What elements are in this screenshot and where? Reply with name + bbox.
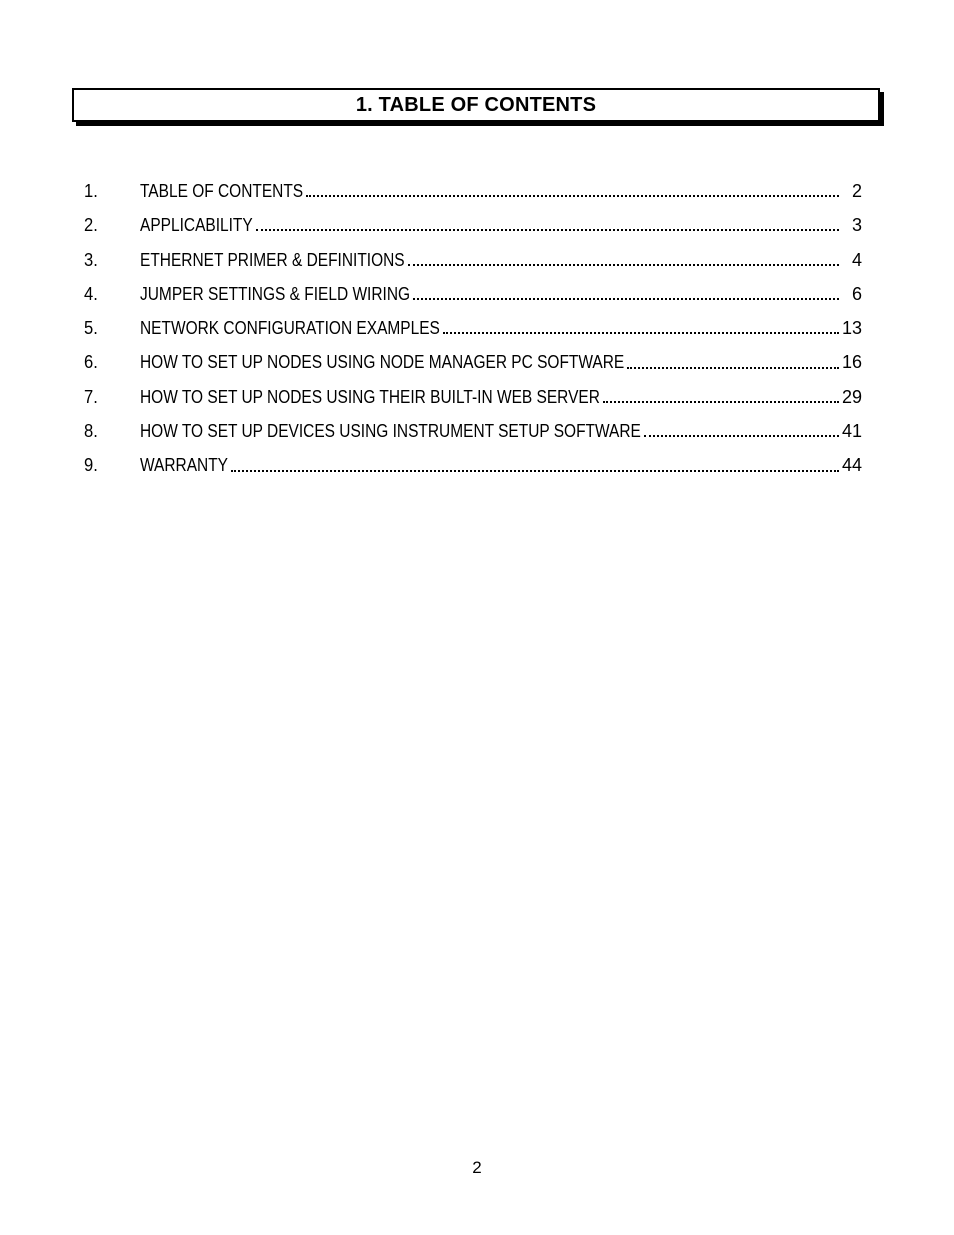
toc-entry[interactable] (84, 178, 862, 212)
toc-entry[interactable] (84, 247, 862, 281)
toc-dot-leader (408, 264, 839, 266)
toc-entry-title: HOW TO SET UP NODES USING THEIR BUILT-IN WEB SERVER (140, 386, 600, 407)
toc-entry-page: 2 (851, 181, 862, 201)
toc-dot-leader (603, 401, 839, 403)
toc-dot-leader (256, 229, 839, 231)
toc-dot-leader (627, 367, 839, 369)
section-title: 1. TABLE OF CONTENTS (355, 94, 597, 116)
toc-entry-page: 44 (841, 455, 862, 476)
toc-entry[interactable] (84, 452, 862, 486)
toc-entry-page: 16 (841, 352, 862, 373)
toc-entry-number: 1. (84, 181, 98, 201)
toc-entry[interactable] (84, 315, 862, 349)
toc-entry-title: APPLICABILITY (140, 215, 253, 236)
toc-dot-leader (231, 470, 839, 472)
toc-entry-page: 13 (841, 318, 862, 339)
toc-entry[interactable] (84, 384, 862, 418)
toc-entry-number: 6. (84, 352, 98, 373)
toc-entry-title: HOW TO SET UP DEVICES USING INSTRUMENT SETUP SOFTWARE (140, 421, 641, 442)
toc-entry-title: TABLE OF CONTENTS (140, 181, 304, 201)
toc-entry-number: 3. (84, 249, 98, 270)
toc-entry-number: 7. (84, 386, 98, 407)
section-header-box (72, 88, 880, 122)
toc-entry-number: 9. (84, 455, 98, 476)
toc-entry[interactable] (84, 349, 862, 383)
toc-entry-page: 3 (851, 215, 862, 236)
page-number: 2 (472, 1158, 482, 1177)
toc-entry-page: 41 (841, 421, 862, 442)
toc-entry[interactable] (84, 212, 862, 246)
toc-entry-page: 29 (841, 386, 862, 407)
toc-entry[interactable] (84, 281, 862, 315)
toc-entry-title: WARRANTY (140, 455, 229, 476)
toc-dot-leader (644, 435, 839, 437)
toc-entry[interactable] (84, 418, 862, 452)
toc-entry-page: 6 (851, 283, 862, 304)
table-of-contents (84, 178, 862, 487)
toc-entry-title: ETHERNET PRIMER & DEFINITIONS (140, 249, 405, 270)
toc-dot-leader (413, 298, 839, 300)
toc-entry-number: 4. (84, 283, 98, 304)
toc-entry-page: 4 (851, 249, 862, 270)
toc-entry-title: HOW TO SET UP NODES USING NODE MANAGER PC SOFTWARE (140, 352, 625, 373)
toc-entry-number: 8. (84, 421, 98, 442)
toc-entry-number: 5. (84, 318, 98, 339)
toc-entry-title: JUMPER SETTINGS & FIELD WIRING (140, 283, 411, 304)
toc-entry-number: 2. (84, 215, 98, 236)
toc-dot-leader (443, 332, 839, 334)
toc-dot-leader (306, 195, 839, 197)
toc-entry-title: NETWORK CONFIGURATION EXAMPLES (140, 318, 440, 339)
